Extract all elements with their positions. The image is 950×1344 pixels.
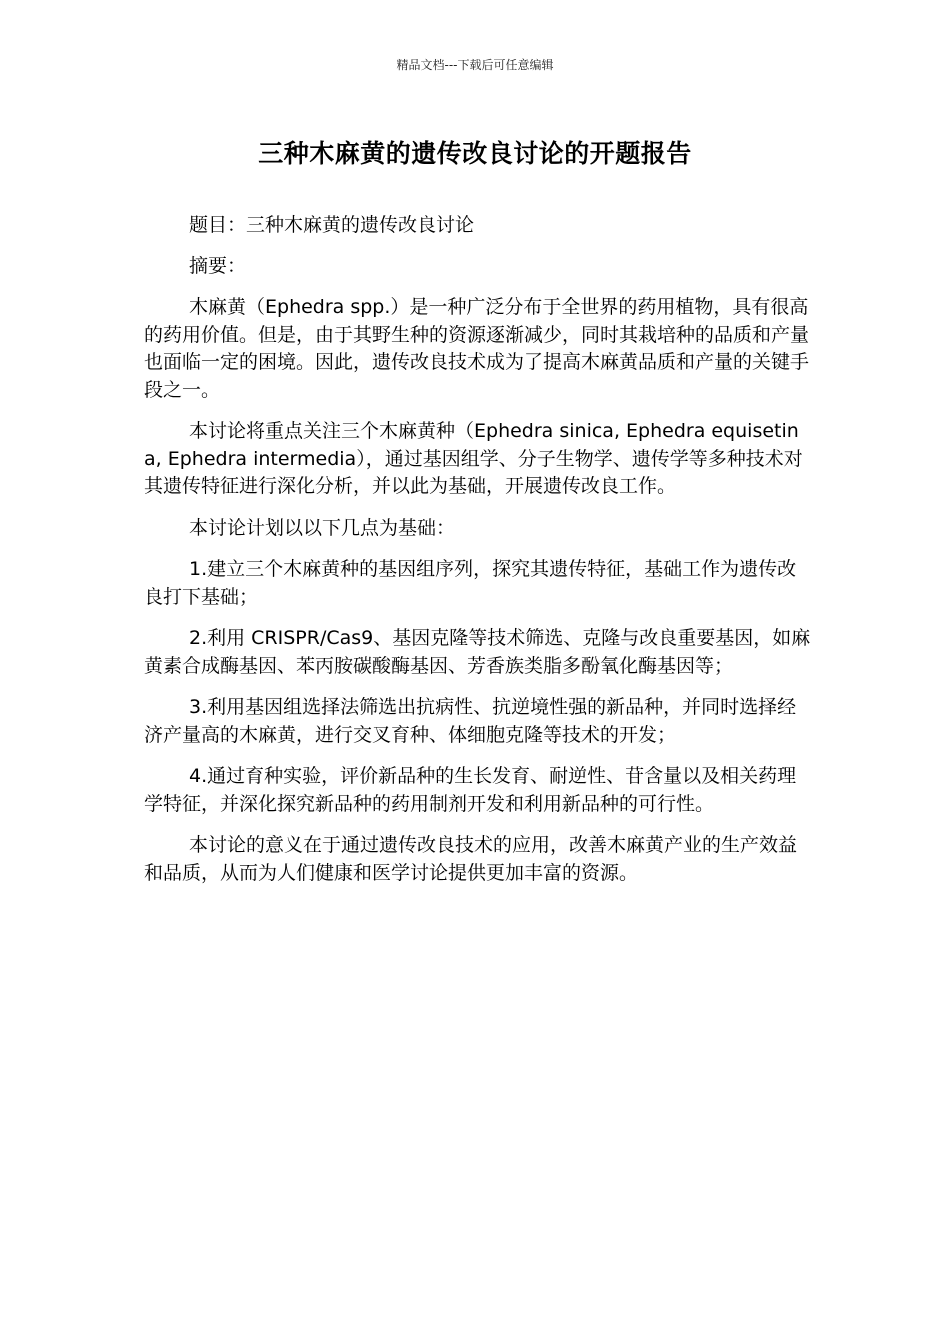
- paragraph-abstract-label: 摘要：: [189, 254, 247, 277]
- document-title: 三种木麻黄的遗传改良讨论的开题报告: [258, 139, 692, 168]
- header-note: 精品文档---下载后可任意编辑: [396, 58, 554, 72]
- paragraph-plan-item-3: 3.利用基因组选择法筛选出抗病性、抗逆境性强的新品种，并同时选择经济产量高的木麻黄，进行交叉育种、体细胞克隆等技术的开发；: [144, 696, 797, 746]
- paragraph-focus: 本讨论将重点关注三个木麻黄种（Ephedra sinica, Ephedra equisetina, Ephedra intermedia），通过基因组学、分子生物学、遗传学等多种技术对其遗传特征进行深化分析，并以此为基础，开展遗传改良工作。: [144, 420, 803, 497]
- paragraph-plan-item-1: 1.建立三个木麻黄种的基因组序列，探究其遗传特征，基础工作为遗传改良打下基础；: [144, 558, 797, 608]
- paragraph-plan-intro: 本讨论计划以以下几点为基础：: [189, 516, 456, 539]
- paragraph-topic: 题目：三种木麻黄的遗传改良讨论: [189, 214, 475, 236]
- paragraph-significance: 本讨论的意义在于通过遗传改良技术的应用，改善木麻黄产业的生产效益和品质，从而为人们健康和医学讨论提供更加丰富的资源。: [144, 834, 798, 884]
- paragraph-plan-item-2: 2.利用 CRISPR/Cas9、基因克隆等技术筛选、克隆与改良重要基因，如麻黄素合成酶基因、苯丙胺碳酸酶基因、芳香族类脂多酚氧化酶基因等；: [144, 627, 811, 677]
- paragraph-intro: 木麻黄（Ephedra spp.）是一种广泛分布于全世界的药用植物，具有很高的药用价值。但是，由于其野生种的资源逐渐减少，同时其栽培种的品质和产量也面临一定的困境。因此，遗传改良技术成为了提高木麻黄品质和产量的关键手段之一。: [144, 296, 810, 401]
- paragraph-plan-item-4: 4.通过育种实验，评价新品种的生长发育、耐逆性、苷含量以及相关药理学特征，并深化探究新品种的药用制剂开发和利用新品种的可行性。: [144, 765, 797, 815]
- document-body: [144, 212, 812, 901]
